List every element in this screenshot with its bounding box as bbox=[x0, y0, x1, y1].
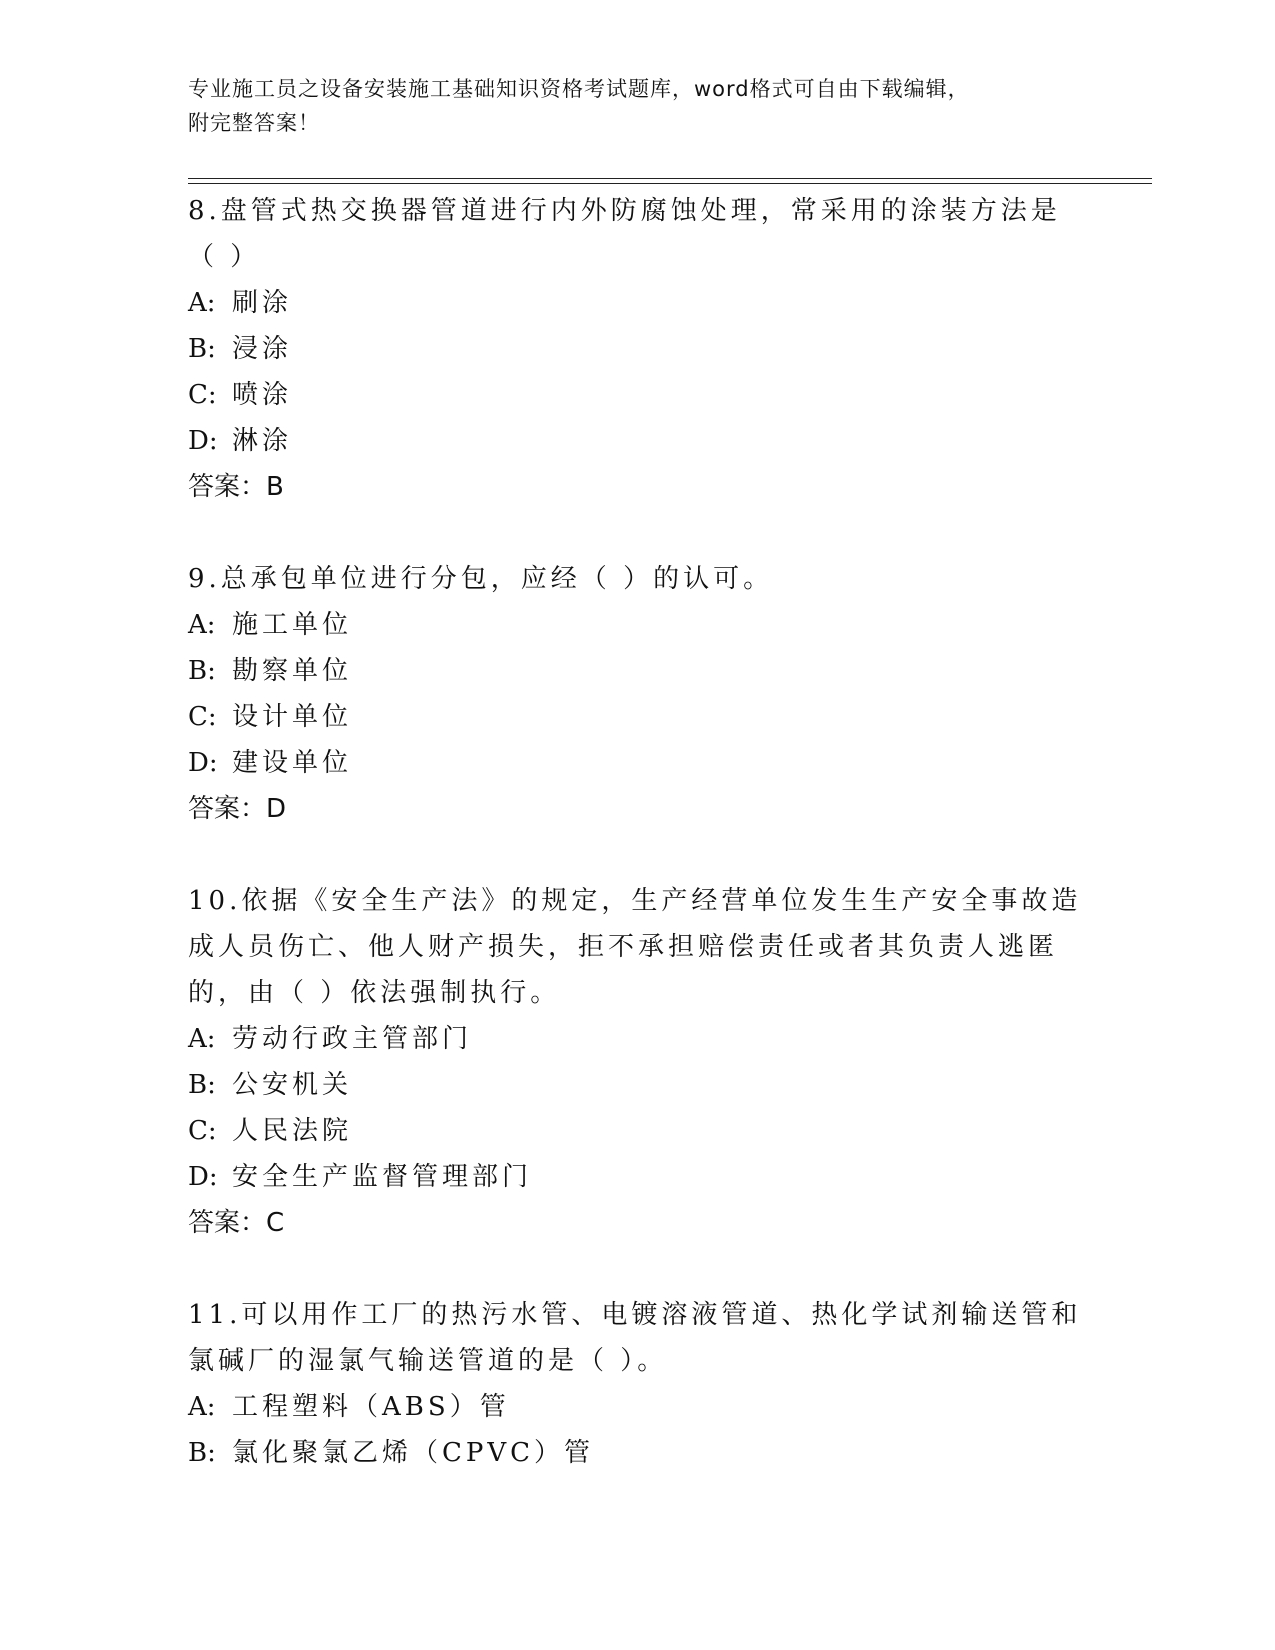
question-10 bbox=[188, 878, 1088, 1246]
option-d bbox=[188, 418, 1088, 464]
question-text: 8.盘管式热交换器管道进行内外防腐蚀处理，常采用的涂装方法是（ ） bbox=[188, 196, 1061, 272]
option-d bbox=[188, 740, 1088, 786]
option-letter: B: bbox=[188, 1070, 216, 1100]
header-line-1: 专业施工员之设备安装施工基础知识资格考试题库，word格式可自由下载编辑， bbox=[188, 77, 970, 101]
question-text: 10.依据《安全生产法》的规定，生产经营单位发生生产安全事故造成人员伤亡、他人财产损失，拒不承担赔偿责任或者其负责人逃匿的，由（ ）依法强制执行。 bbox=[188, 886, 1082, 1008]
document-header bbox=[188, 72, 1068, 140]
header-line-2: 附完整答案！ bbox=[188, 111, 320, 135]
option-text: 浸涂 bbox=[232, 334, 293, 364]
option-letter: B: bbox=[188, 1438, 216, 1468]
option-text: 喷涂 bbox=[232, 380, 293, 410]
option-b bbox=[188, 648, 1088, 694]
option-b bbox=[188, 326, 1088, 372]
option-a bbox=[188, 1384, 1088, 1430]
option-letter: A: bbox=[188, 1392, 216, 1422]
option-c bbox=[188, 1108, 1088, 1154]
option-text: 劳动行政主管部门 bbox=[232, 1024, 473, 1054]
option-text: 施工单位 bbox=[232, 610, 353, 640]
answer-line: 答案：B bbox=[188, 472, 284, 502]
header-divider-bottom bbox=[188, 183, 1152, 184]
option-a bbox=[188, 602, 1088, 648]
option-letter: A: bbox=[188, 1024, 216, 1054]
header-divider-top bbox=[188, 178, 1152, 179]
question-11 bbox=[188, 1292, 1088, 1476]
option-text: 设计单位 bbox=[232, 702, 353, 732]
option-text: 氯化聚氯乙烯（CPVC）管 bbox=[232, 1438, 595, 1468]
answer-line: 答案：C bbox=[188, 1208, 285, 1238]
option-text: 淋涂 bbox=[232, 426, 293, 456]
option-text: 公安机关 bbox=[232, 1070, 353, 1100]
option-c bbox=[188, 372, 1088, 418]
option-letter: C: bbox=[188, 380, 217, 410]
option-text: 刷涂 bbox=[232, 288, 293, 318]
option-letter: D: bbox=[188, 426, 218, 456]
question-text: 9.总承包单位进行分包，应经（ ）的认可。 bbox=[188, 564, 774, 594]
option-text: 安全生产监督管理部门 bbox=[232, 1162, 533, 1192]
option-text: 工程塑料（ABS）管 bbox=[232, 1392, 510, 1422]
question-9 bbox=[188, 556, 1088, 832]
option-a bbox=[188, 1016, 1088, 1062]
option-letter: D: bbox=[188, 748, 218, 778]
option-a bbox=[188, 280, 1088, 326]
option-letter: D: bbox=[188, 1162, 218, 1192]
question-text: 11.可以用作工厂的热污水管、电镀溶液管道、热化学试剂输送管和氯碱厂的湿氯气输送管道的是（ ）。 bbox=[188, 1300, 1082, 1376]
option-letter: C: bbox=[188, 702, 217, 732]
option-letter: C: bbox=[188, 1116, 217, 1146]
option-letter: A: bbox=[188, 610, 216, 640]
option-letter: B: bbox=[188, 334, 216, 364]
option-text: 勘察单位 bbox=[232, 656, 353, 686]
question-8 bbox=[188, 188, 1088, 510]
option-c bbox=[188, 694, 1088, 740]
option-letter: B: bbox=[188, 656, 216, 686]
option-letter: A: bbox=[188, 288, 216, 318]
option-b bbox=[188, 1062, 1088, 1108]
option-b bbox=[188, 1430, 1088, 1476]
answer-line: 答案：D bbox=[188, 794, 287, 824]
option-text: 人民法院 bbox=[232, 1116, 353, 1146]
option-text: 建设单位 bbox=[232, 748, 353, 778]
option-d bbox=[188, 1154, 1088, 1200]
question-list bbox=[188, 188, 1088, 1476]
